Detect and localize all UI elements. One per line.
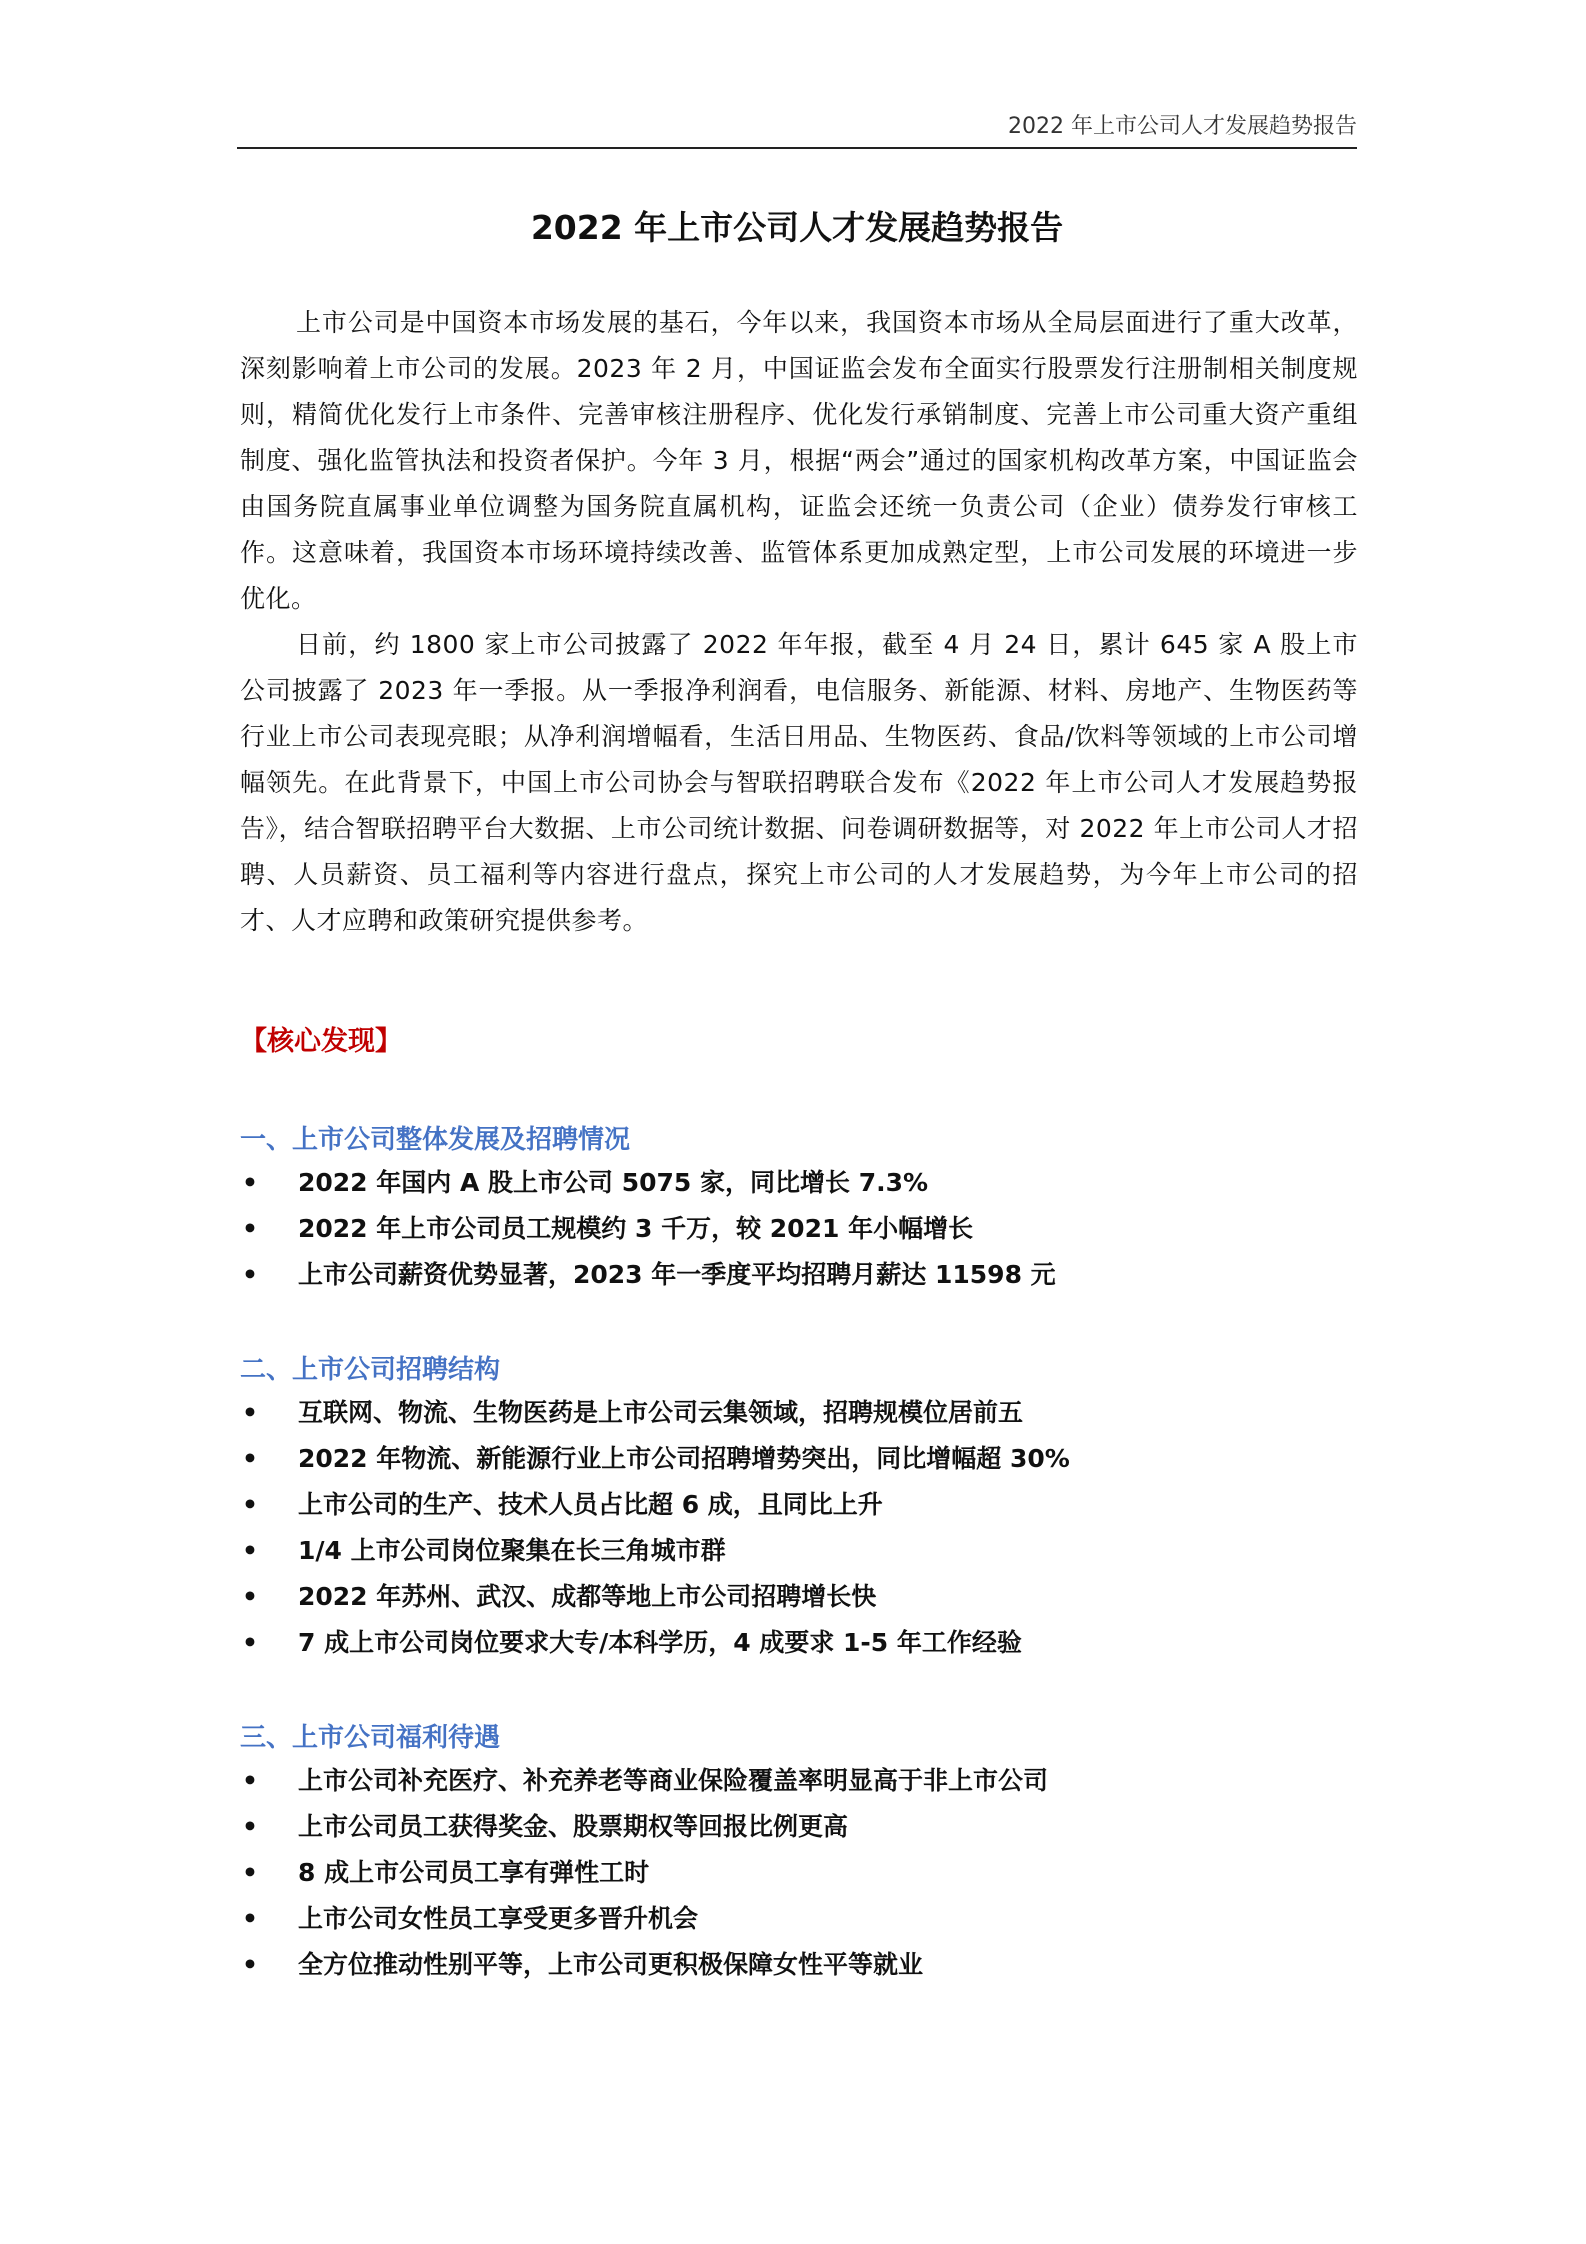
- list-item: [240, 1482, 1070, 1528]
- list-item: [240, 1390, 1070, 1436]
- bullet-icon: •: [242, 1766, 258, 1795]
- header-rule: [237, 147, 1357, 149]
- list-item-text: 2022 年国内 A 股上市公司 5075 家，同比增长 7.3%: [298, 1168, 929, 1197]
- list-item-text: 上市公司薪资优势显著，2023 年一季度平均招聘月薪达 11598 元: [298, 1260, 1056, 1289]
- bullet-icon: •: [242, 1214, 258, 1243]
- list-item-text: 上市公司的生产、技术人员占比超 6 成，且同比上升: [298, 1490, 883, 1519]
- list-item: [240, 1436, 1070, 1482]
- bullet-icon: •: [242, 1950, 258, 1979]
- list-item: [240, 1804, 1048, 1850]
- bullet-icon: •: [242, 1536, 258, 1565]
- section-heading-1: 一、上市公司整体发展及招聘情况: [240, 1125, 631, 1155]
- intro-paragraph-2: 日前，约 1800 家上市公司披露了 2022 年年报，截至 4 月 24 日，累计 645 家 A 股上市公司披露了 2023 年一季报。从一季报净利润看，电信服务、新能源、材料、房地产、生物医药等行业上市公司表现亮眼；从净利润增幅看，生活日用品、生物医药、食品/饮料等领域的上市公司增幅领先。在此背景下，中国上市公司协会与智联招聘联合发布《2022 年上市公司人才发展趋势报告》，结合智联招聘平台大数据、上市公司统计数据、问卷调研数据等，对 2022 年上市公司人才招聘、人员薪资、员工福利等内容进行盘点，探究上市公司的人才发展趋势，为今年上市公司的招才、人才应聘和政策研究提供参考。: [240, 630, 1358, 935]
- bullet-icon: •: [242, 1490, 258, 1519]
- list-item-text: 2022 年物流、新能源行业上市公司招聘增势突出，同比增幅超 30%: [298, 1444, 1070, 1473]
- list-item-text: 8 成上市公司员工享有弹性工时: [298, 1858, 650, 1887]
- list-item-text: 全方位推动性别平等，上市公司更积极保障女性平等就业: [298, 1950, 924, 1979]
- list-item: [240, 1850, 1048, 1896]
- section-heading-3: 三、上市公司福利待遇: [240, 1723, 501, 1753]
- section-3-list: [240, 1758, 1048, 1988]
- list-item-text: 上市公司员工获得奖金、股票期权等回报比例更高: [298, 1812, 849, 1841]
- bullet-icon: •: [242, 1628, 258, 1657]
- section-1-list: [240, 1160, 1056, 1298]
- list-item-text: 上市公司补充医疗、补充养老等商业保险覆盖率明显高于非上市公司: [298, 1766, 1049, 1795]
- bullet-icon: •: [242, 1168, 258, 1197]
- running-header: 2022 年上市公司人才发展趋势报告: [1008, 114, 1357, 139]
- list-item-text: 1/4 上市公司岗位聚集在长三角城市群: [298, 1536, 726, 1565]
- list-item-text: 互联网、物流、生物医药是上市公司云集领域，招聘规模位居前五: [298, 1398, 1024, 1427]
- list-item: [240, 1942, 1048, 1988]
- bullet-icon: •: [242, 1858, 258, 1887]
- bullet-icon: •: [242, 1444, 258, 1473]
- bullet-icon: •: [242, 1904, 258, 1933]
- list-item: [240, 1620, 1070, 1666]
- list-item: [240, 1206, 1056, 1252]
- list-item: [240, 1574, 1070, 1620]
- list-item: [240, 1758, 1048, 1804]
- bullet-icon: •: [242, 1398, 258, 1427]
- list-item: [240, 1896, 1048, 1942]
- document-title: 2022 年上市公司人才发展趋势报告: [530, 208, 1064, 247]
- list-item: [240, 1528, 1070, 1574]
- section-2-list: [240, 1390, 1070, 1666]
- key-findings-label: 【核心发现】: [240, 1026, 402, 1057]
- list-item-text: 2022 年苏州、武汉、成都等地上市公司招聘增长快: [298, 1582, 877, 1611]
- list-item: [240, 1252, 1056, 1298]
- intro-paragraph-1: 上市公司是中国资本市场发展的基石，今年以来，我国资本市场从全局层面进行了重大改革，深刻影响着上市公司的发展。2023 年 2 月，中国证监会发布全面实行股票发行注册制相关制度规则，精简优化发行上市条件、完善审核注册程序、优化发行承销制度、完善上市公司重大资产重组制度、强化监管执法和投资者保护。今年 3 月，根据“两会”通过的国家机构改革方案，中国证监会由国务院直属事业单位调整为国务院直属机构，证监会还统一负责公司（企业）债券发行审核工作。这意味着，我国资本市场环境持续改善、监管体系更加成熟定型，上市公司发展的环境进一步优化。: [240, 308, 1358, 613]
- bullet-icon: •: [242, 1260, 258, 1289]
- section-heading-2: 二、上市公司招聘结构: [240, 1355, 501, 1385]
- bullet-icon: •: [242, 1582, 258, 1611]
- list-item-text: 2022 年上市公司员工规模约 3 千万，较 2021 年小幅增长: [298, 1214, 974, 1243]
- bullet-icon: •: [242, 1812, 258, 1841]
- list-item: [240, 1160, 1056, 1206]
- list-item-text: 7 成上市公司岗位要求大专/本科学历，4 成要求 1-5 年工作经验: [298, 1628, 1022, 1657]
- intro-body: [240, 300, 1358, 944]
- list-item-text: 上市公司女性员工享受更多晋升机会: [298, 1904, 699, 1933]
